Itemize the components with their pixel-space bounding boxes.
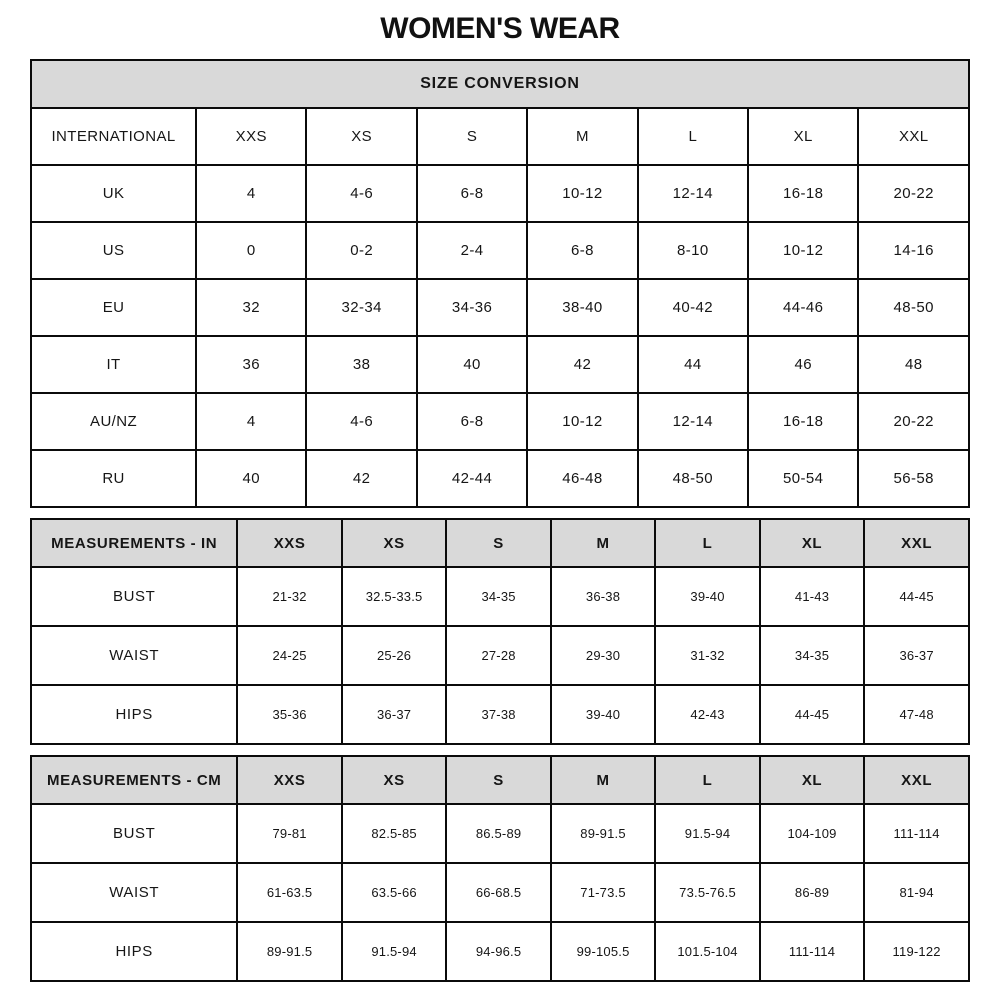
measurement-value-cell: 27-28 <box>446 626 550 685</box>
measurement-row-label: HIPS <box>31 922 237 981</box>
size-value-cell: 4 <box>196 393 306 450</box>
measurement-value-cell: 34-35 <box>760 626 864 685</box>
size-value-cell: 50-54 <box>748 450 858 507</box>
size-column-header: XS <box>342 756 446 804</box>
measurement-value-cell: 63.5-66 <box>342 863 446 922</box>
measurement-value-cell: 24-25 <box>237 626 341 685</box>
measurement-value-cell: 99-105.5 <box>551 922 655 981</box>
measurement-value-cell: 44-45 <box>760 685 864 744</box>
measurement-value-cell: 89-91.5 <box>551 804 655 863</box>
size-column-header: M <box>551 519 655 567</box>
measurements-in-table <box>30 518 970 745</box>
measurement-value-cell: 73.5-76.5 <box>655 863 759 922</box>
size-value-cell: 12-14 <box>638 165 748 222</box>
measurement-value-cell: 21-32 <box>237 567 341 626</box>
size-value-cell: 42 <box>527 336 637 393</box>
measurement-row-label: BUST <box>31 804 237 863</box>
measurement-value-cell: 111-114 <box>864 804 969 863</box>
measurement-value-cell: 111-114 <box>760 922 864 981</box>
size-conversion-header: SIZE CONVERSION <box>31 60 969 108</box>
measurement-value-cell: 61-63.5 <box>237 863 341 922</box>
size-value-cell: 16-18 <box>748 393 858 450</box>
size-value-cell: 10-12 <box>527 165 637 222</box>
size-value-cell: 4 <box>196 165 306 222</box>
measurement-value-cell: 42-43 <box>655 685 759 744</box>
size-value-cell: 48-50 <box>858 279 969 336</box>
size-column-header: S <box>417 108 527 165</box>
size-value-cell: 48 <box>858 336 969 393</box>
region-row-label: UK <box>31 165 196 222</box>
measurement-value-cell: 104-109 <box>760 804 864 863</box>
region-row-label: AU/NZ <box>31 393 196 450</box>
size-column-header: L <box>655 756 759 804</box>
measurement-value-cell: 39-40 <box>655 567 759 626</box>
size-value-cell: 44-46 <box>748 279 858 336</box>
size-column-header: XXS <box>237 756 341 804</box>
measurement-value-cell: 91.5-94 <box>342 922 446 981</box>
size-value-cell: 46 <box>748 336 858 393</box>
measurement-row-label: BUST <box>31 567 237 626</box>
measurement-value-cell: 94-96.5 <box>446 922 550 981</box>
measurement-value-cell: 31-32 <box>655 626 759 685</box>
page-title: WOMEN'S WEAR <box>380 12 620 45</box>
size-column-header: S <box>446 519 550 567</box>
measurement-value-cell: 86.5-89 <box>446 804 550 863</box>
measurement-value-cell: 36-37 <box>864 626 969 685</box>
size-value-cell: 38-40 <box>527 279 637 336</box>
size-value-cell: 6-8 <box>417 165 527 222</box>
size-value-cell: 40-42 <box>638 279 748 336</box>
size-column-header: XL <box>748 108 858 165</box>
size-column-header: M <box>527 108 637 165</box>
measurement-value-cell: 66-68.5 <box>446 863 550 922</box>
size-value-cell: 10-12 <box>748 222 858 279</box>
size-value-cell: 48-50 <box>638 450 748 507</box>
measurement-value-cell: 79-81 <box>237 804 341 863</box>
size-column-header: XS <box>306 108 416 165</box>
size-column-header: L <box>655 519 759 567</box>
measurement-value-cell: 81-94 <box>864 863 969 922</box>
size-value-cell: 42 <box>306 450 416 507</box>
size-value-cell: 4-6 <box>306 165 416 222</box>
measurement-value-cell: 101.5-104 <box>655 922 759 981</box>
size-value-cell: 12-14 <box>638 393 748 450</box>
size-value-cell: 38 <box>306 336 416 393</box>
size-value-cell: 42-44 <box>417 450 527 507</box>
size-value-cell: 34-36 <box>417 279 527 336</box>
size-value-cell: 44 <box>638 336 748 393</box>
size-value-cell: 32-34 <box>306 279 416 336</box>
measurement-row-label: WAIST <box>31 626 237 685</box>
size-value-cell: 56-58 <box>858 450 969 507</box>
size-column-header: M <box>551 756 655 804</box>
size-column-header: XL <box>760 756 864 804</box>
size-column-header: XXS <box>196 108 306 165</box>
region-row-label: EU <box>31 279 196 336</box>
size-column-header: XXL <box>864 519 969 567</box>
size-value-cell: 32 <box>196 279 306 336</box>
region-row-label: US <box>31 222 196 279</box>
size-column-header: XL <box>760 519 864 567</box>
region-row-label: IT <box>31 336 196 393</box>
size-column-header: XS <box>342 519 446 567</box>
measurement-value-cell: 29-30 <box>551 626 655 685</box>
measurement-value-cell: 119-122 <box>864 922 969 981</box>
size-column-header: L <box>638 108 748 165</box>
size-value-cell: 6-8 <box>527 222 637 279</box>
size-value-cell: 4-6 <box>306 393 416 450</box>
size-value-cell: 40 <box>417 336 527 393</box>
size-column-header: XXL <box>858 108 969 165</box>
measurement-value-cell: 82.5-85 <box>342 804 446 863</box>
size-value-cell: 2-4 <box>417 222 527 279</box>
size-column-header: S <box>446 756 550 804</box>
measurement-value-cell: 71-73.5 <box>551 863 655 922</box>
size-value-cell: 6-8 <box>417 393 527 450</box>
size-value-cell: 0 <box>196 222 306 279</box>
measurement-value-cell: 41-43 <box>760 567 864 626</box>
standard-column-header: INTERNATIONAL <box>31 108 196 165</box>
measurement-value-cell: 89-91.5 <box>237 922 341 981</box>
size-value-cell: 10-12 <box>527 393 637 450</box>
size-value-cell: 40 <box>196 450 306 507</box>
measurement-row-label: HIPS <box>31 685 237 744</box>
size-value-cell: 14-16 <box>858 222 969 279</box>
size-value-cell: 36 <box>196 336 306 393</box>
measurement-value-cell: 37-38 <box>446 685 550 744</box>
measurement-value-cell: 25-26 <box>342 626 446 685</box>
size-column-header: XXL <box>864 756 969 804</box>
measurements-cm-table <box>30 755 970 982</box>
size-conversion-table <box>30 59 970 508</box>
measurement-value-cell: 86-89 <box>760 863 864 922</box>
measurement-value-cell: 47-48 <box>864 685 969 744</box>
size-value-cell: 16-18 <box>748 165 858 222</box>
measurement-value-cell: 44-45 <box>864 567 969 626</box>
measurement-value-cell: 36-37 <box>342 685 446 744</box>
measurement-value-cell: 34-35 <box>446 567 550 626</box>
size-value-cell: 46-48 <box>527 450 637 507</box>
measurement-value-cell: 36-38 <box>551 567 655 626</box>
measurement-row-label: WAIST <box>31 863 237 922</box>
size-column-header: XXS <box>237 519 341 567</box>
size-value-cell: 0-2 <box>306 222 416 279</box>
measurement-value-cell: 91.5-94 <box>655 804 759 863</box>
measurements-header: MEASUREMENTS - IN <box>31 519 237 567</box>
measurement-value-cell: 39-40 <box>551 685 655 744</box>
size-value-cell: 20-22 <box>858 165 969 222</box>
size-value-cell: 20-22 <box>858 393 969 450</box>
measurements-header: MEASUREMENTS - CM <box>31 756 237 804</box>
measurement-value-cell: 32.5-33.5 <box>342 567 446 626</box>
region-row-label: RU <box>31 450 196 507</box>
size-value-cell: 8-10 <box>638 222 748 279</box>
measurement-value-cell: 35-36 <box>237 685 341 744</box>
